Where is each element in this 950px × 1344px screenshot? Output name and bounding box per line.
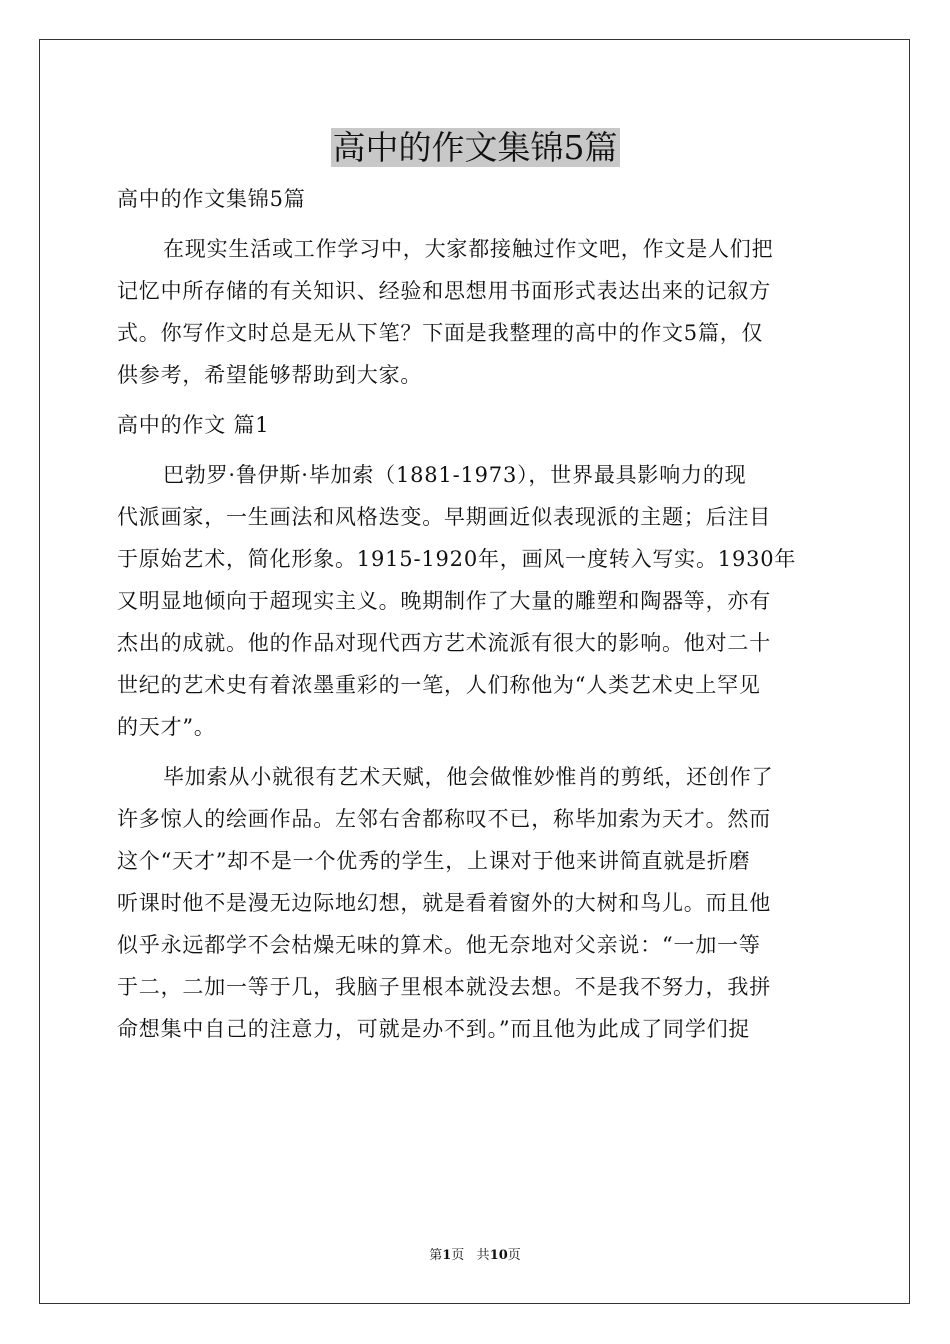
- section-heading: 高中的作文 篇1: [117, 413, 270, 437]
- page-number: 1: [442, 1248, 452, 1263]
- document-body: [117, 178, 837, 1050]
- intro-line: 供参考，希望能够帮助到大家。: [117, 363, 423, 387]
- paragraph-line: 杰出的成就。他的作品对现代西方艺术流派有很大的影响。他对二十: [117, 631, 771, 655]
- intro-paragraph: [117, 228, 837, 396]
- paragraph-1: [117, 454, 837, 748]
- total-pages: 10: [489, 1248, 508, 1263]
- paragraph-line: 似乎永远都学不会枯燥无味的算术。他无奈地对父亲说：“一加一等: [117, 933, 761, 957]
- document-subtitle: 高中的作文集锦5篇: [117, 187, 306, 211]
- paragraph-line: 世纪的艺术史有着浓墨重彩的一笔，人们称他为“人类艺术史上罕见: [117, 673, 761, 697]
- intro-line: 记忆中所存储的有关知识、经验和思想用书面形式表达出来的记叙方: [117, 279, 771, 303]
- paragraph-line: 于原始艺术，简化形象。1915-1920年，画风一度转入写实。1930年: [117, 547, 797, 571]
- paragraph-line: 许多惊人的绘画作品。左邻右舍都称叹不已，称毕加索为天才。然而: [117, 807, 771, 831]
- paragraph-line: 的天才”。: [117, 715, 216, 739]
- total-suffix: 页: [507, 1248, 521, 1263]
- paragraph-line: 巴勃罗·鲁伊斯·毕加索（1881-1973），世界最具影响力的现: [163, 463, 747, 487]
- intro-line: 式。你写作文时总是无从下笔？下面是我整理的高中的作文5篇，仅: [117, 321, 764, 345]
- document-title: [0, 126, 950, 170]
- page-footer: [0, 1247, 950, 1265]
- paragraph-line: 命想集中自己的注意力，可就是办不到。”而且他为此成了同学们捉: [117, 1017, 751, 1041]
- paragraph-line: 听课时他不是漫无边际地幻想，就是看着窗外的大树和鸟儿。而且他: [117, 891, 771, 915]
- page-suffix: 页: [451, 1248, 465, 1263]
- page-prefix: 第: [429, 1248, 443, 1263]
- paragraph-line: 又明显地倾向于超现实主义。晚期制作了大量的雕塑和陶器等，亦有: [117, 589, 771, 613]
- document-title-text: 高中的作文集锦5篇: [332, 128, 618, 167]
- paragraph-line: 这个“天才”却不是一个优秀的学生，上课对于他来讲简直就是折磨: [117, 849, 751, 873]
- paragraph-2: [117, 756, 837, 1050]
- total-prefix: 共: [476, 1248, 490, 1263]
- paragraph-line: 毕加索从小就很有艺术天赋，他会做惟妙惟肖的剪纸，还创作了: [163, 765, 774, 789]
- intro-line: 在现实生活或工作学习中，大家都接触过作文吧，作文是人们把: [163, 237, 774, 261]
- paragraph-line: 于二，二加一等于几，我脑子里根本就没去想。不是我不努力，我拼: [117, 975, 771, 999]
- paragraph-line: 代派画家，一生画法和风格迭变。早期画近似表现派的主题；后注目: [117, 505, 771, 529]
